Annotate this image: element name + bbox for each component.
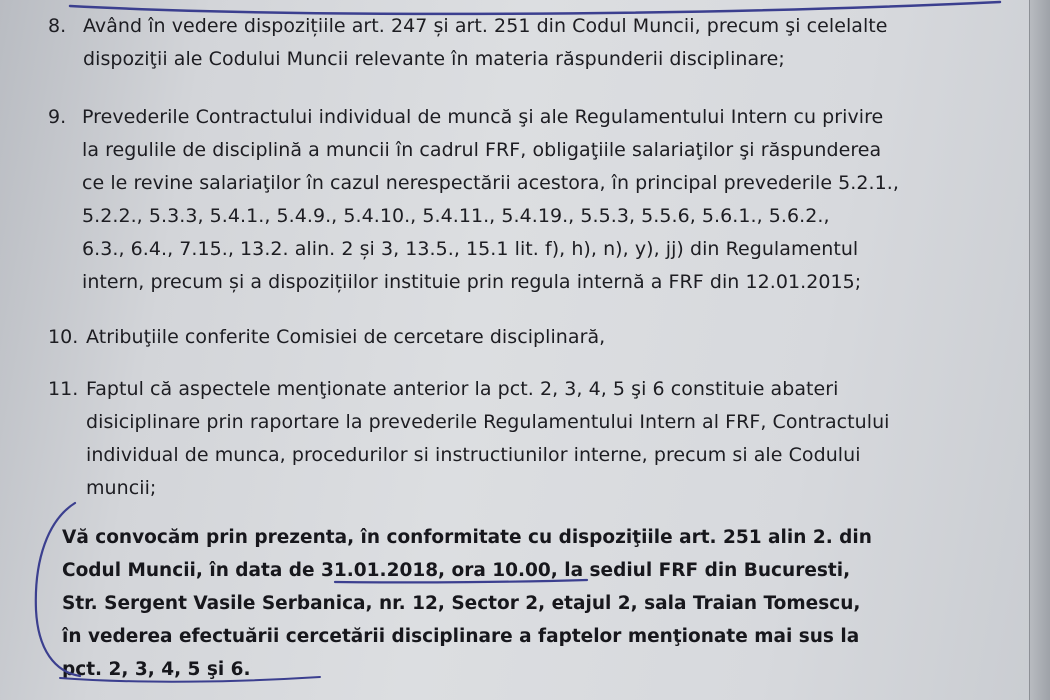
text-line: muncii;: [86, 477, 157, 499]
text-line: Atribuţiile conferite Comisiei de cercetare disciplinară,: [86, 326, 606, 348]
notice-line: în vederea efectuării cercetării disciplinare a faptelor menţionate mai sus la: [62, 626, 860, 647]
notice-line: Vă convocăm prin prezenta, în conformitate cu dispoziţiile art. 251 alin 2. din: [62, 527, 872, 548]
item-number: 9.: [48, 106, 67, 128]
text-line: ce le revine salariaţilor în cazul nerespectării acestora, în principal prevederile 5.2.1.,: [82, 172, 899, 194]
item-text: [86, 373, 890, 505]
item-number: 8.: [48, 15, 67, 37]
item-text: [86, 321, 605, 354]
convocation-notice: [62, 521, 872, 686]
item-number: 10.: [48, 326, 79, 348]
text-line: Prevederile Contractului individual de muncă şi ale Regulamentului Intern cu privire: [82, 106, 884, 128]
text-line: Având în vedere dispozițiile art. 247 și art. 251 din Codul Muncii, precum şi celelalte: [83, 15, 888, 37]
item-text: [82, 101, 899, 299]
text-line: 6.3., 6.4., 7.15., 13.2. alin. 2 și 3, 13.5., 15.1 lit. f), h), n), y), jj) din Regulamentul: [82, 238, 859, 260]
notice-line: Codul Muncii, în data de 31.01.2018, ora 10.00, la sediul FRF din Bucuresti,: [62, 560, 851, 581]
text-line: disiciplinare prin raportare la prevederile Regulamentului Intern al FRF, Contractului: [86, 411, 890, 433]
item-number: 11.: [48, 378, 79, 400]
page-edge: [1029, 0, 1050, 700]
text-line: individual de munca, procedurilor si instructiunilor interne, precum si ale Codului: [86, 444, 861, 466]
text-line: dispoziţii ale Codului Muncii relevante în materia răspunderii disciplinare;: [83, 48, 785, 70]
text-line: la regulile de disciplină a muncii în cadrul FRF, obligaţiile salariaţilor şi răspunderea: [82, 139, 882, 161]
notice-line: pct. 2, 3, 4, 5 şi 6.: [62, 659, 251, 680]
notice-line: Str. Sergent Vasile Serbanica, nr. 12, Sector 2, etajul 2, sala Traian Tomescu,: [62, 593, 861, 614]
item-text: [83, 10, 888, 76]
text-line: Faptul că aspectele menţionate anterior la pct. 2, 3, 4, 5 şi 6 constituie abateri: [86, 378, 839, 400]
text-line: intern, precum și a dispozițiilor instituie prin regula internă a FRF din 12.01.2015;: [82, 271, 862, 293]
text-line: 5.2.2., 5.3.3, 5.4.1., 5.4.9., 5.4.10., 5.4.11., 5.4.19., 5.5.3, 5.5.6, 5.6.1., 5.6.2.,: [82, 205, 830, 227]
